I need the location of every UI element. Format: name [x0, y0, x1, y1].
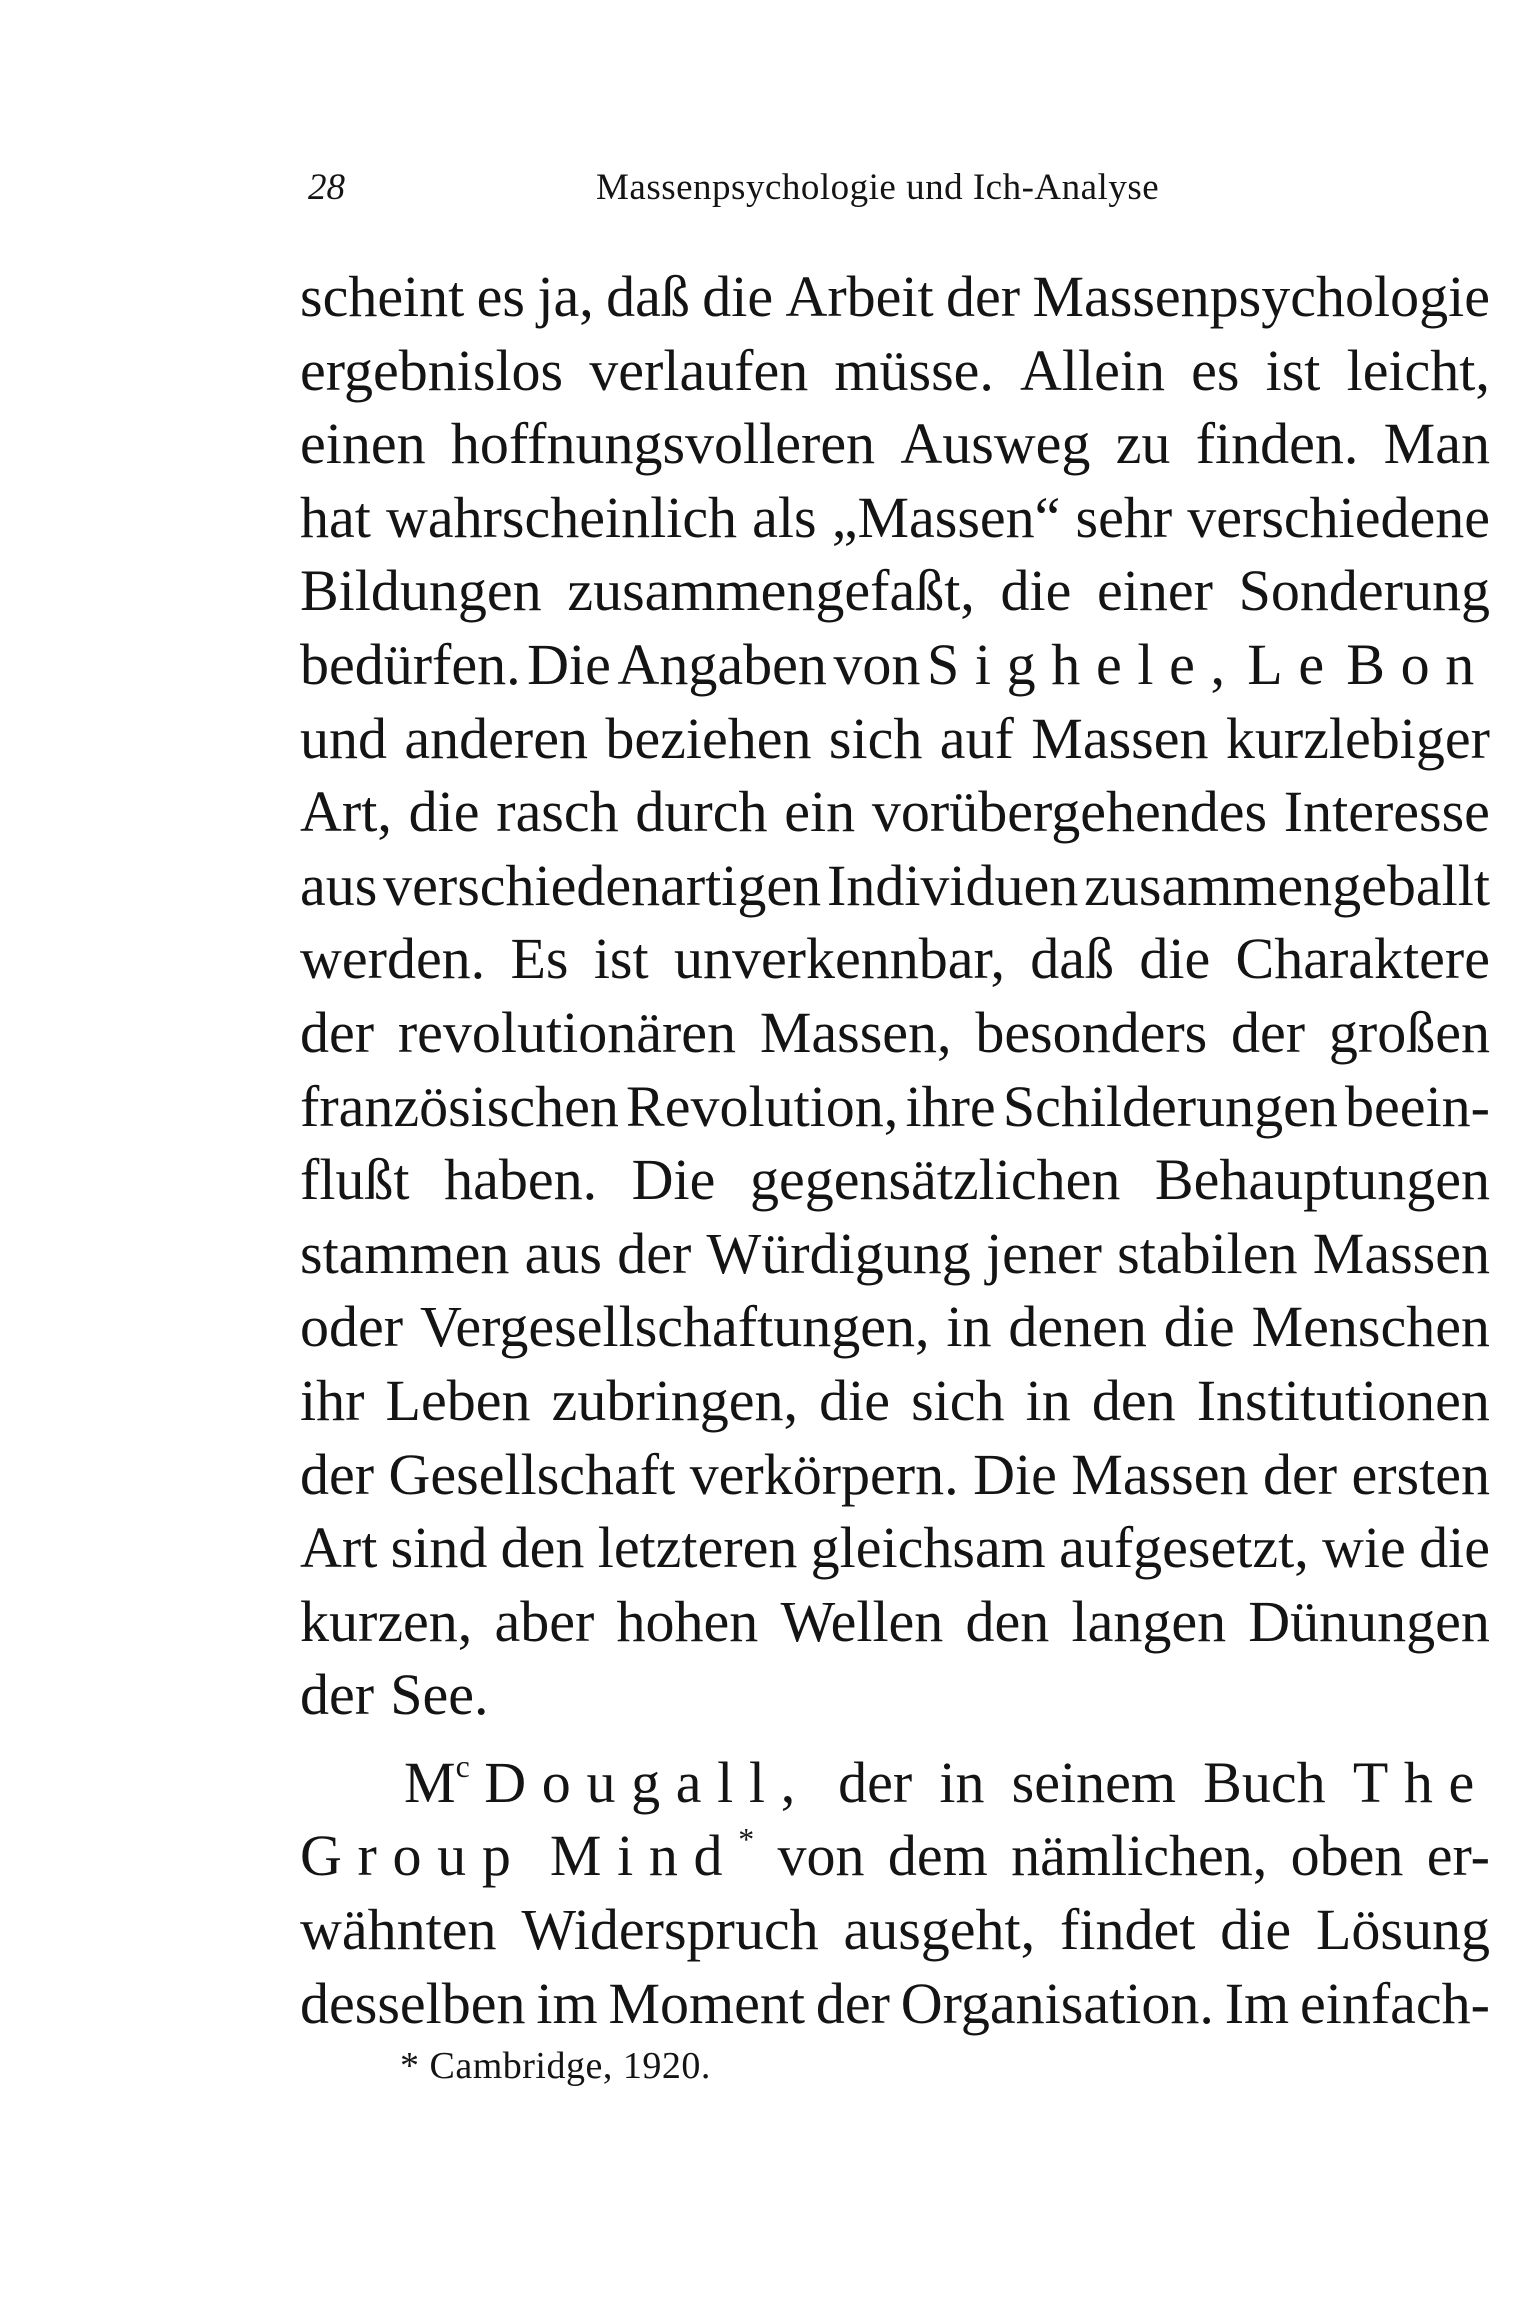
word: Le [1247, 631, 1340, 697]
text-line [300, 1217, 1490, 1291]
word: zu [1115, 411, 1171, 477]
word: Sighele, [926, 631, 1241, 697]
text-line [300, 1819, 1490, 1893]
page-number: 28 [308, 167, 345, 208]
word: The [1352, 1749, 1490, 1815]
word: stammen [300, 1220, 510, 1286]
word: flußt [300, 1147, 410, 1213]
word: Die [973, 1441, 1057, 1507]
word: Leben [385, 1367, 531, 1433]
word: Art, [300, 779, 392, 845]
word: ihre [905, 1073, 996, 1139]
word: ausgeht, [843, 1897, 1036, 1963]
text-line [300, 407, 1490, 481]
word: Behauptungen [1154, 1147, 1490, 1213]
word: Man [1383, 411, 1490, 477]
word: aus [524, 1220, 602, 1286]
word: oben [1290, 1823, 1404, 1889]
word: beziehen [605, 705, 812, 771]
word: unverkennbar, [673, 926, 1005, 992]
word: Bon [1346, 631, 1490, 697]
word: ihr [300, 1367, 365, 1433]
word: ein [784, 779, 856, 845]
word: desselben [300, 1970, 526, 2036]
word: Im [1224, 1970, 1290, 2036]
body-text [300, 260, 1490, 2040]
word: ist [1265, 337, 1321, 403]
word: aufgesetzt, [1059, 1515, 1309, 1581]
word: zubringen, [551, 1367, 798, 1433]
word: Buch [1203, 1749, 1326, 1815]
word: beein- [1345, 1073, 1490, 1139]
word: hat [300, 484, 371, 550]
word: leicht, [1346, 337, 1490, 403]
word: verkörpern. [689, 1441, 959, 1507]
word: ergebnislos [300, 337, 564, 403]
word: Wellen [780, 1588, 944, 1654]
text-line [300, 334, 1490, 408]
word: denen [1008, 1294, 1147, 1360]
text-line [300, 1967, 1490, 2041]
word: haben. [444, 1147, 598, 1213]
word: letzteren [597, 1515, 798, 1581]
word: in [946, 1294, 992, 1360]
word: es [476, 264, 525, 329]
word: wahrscheinlich [385, 484, 738, 550]
word: auf [939, 705, 1014, 771]
word: gegensätzlichen [749, 1147, 1121, 1213]
text-line [300, 849, 1490, 923]
word: sehr [1075, 484, 1173, 550]
word: sich [911, 1367, 1005, 1433]
word: Es [510, 926, 569, 992]
word: Schilderungen [1002, 1073, 1338, 1139]
word: Massen [1312, 1220, 1490, 1286]
word: der [815, 1970, 890, 2036]
text-line [300, 702, 1490, 776]
word: der [838, 1749, 913, 1815]
word: aber [494, 1588, 595, 1654]
word: zusammengefaßt, [567, 558, 975, 624]
text-line [300, 628, 1490, 702]
word: Interesse [1283, 779, 1490, 845]
paragraph-gap [300, 1732, 1490, 1746]
word: von [833, 631, 921, 697]
text-line [300, 922, 1490, 996]
word: in [1025, 1367, 1071, 1433]
paragraph-2-rest [300, 1893, 1490, 2040]
word: der [617, 1220, 692, 1286]
word: hohen [616, 1588, 759, 1654]
word: Dünungen [1248, 1588, 1490, 1654]
word: ja, [537, 264, 594, 329]
word: bedürfen. [300, 631, 521, 697]
word: Massen [1071, 1441, 1249, 1507]
text-line [300, 481, 1490, 555]
word: findet [1060, 1897, 1196, 1963]
word: der [300, 1441, 375, 1507]
word: Massenpsychologie [1032, 264, 1490, 329]
word: der [1262, 1441, 1338, 1507]
word: Group [300, 1823, 527, 1889]
word: den [965, 1588, 1050, 1654]
text-line [300, 1438, 1490, 1512]
word: Organisation. [900, 1970, 1214, 2036]
text-line [300, 1364, 1490, 1438]
word: Vergesellschaftungen, [419, 1294, 930, 1360]
text-line [300, 996, 1490, 1070]
word: Mind* [549, 1822, 755, 1889]
word: $M^c$ Dougall, [404, 1748, 811, 1815]
word: Individuen [827, 852, 1079, 918]
word: großen [1328, 999, 1490, 1065]
word: die [1000, 558, 1072, 624]
word: einer [1097, 558, 1213, 624]
text-line [300, 1511, 1490, 1585]
word: wähnten [300, 1897, 497, 1963]
word: Ausweg [900, 411, 1091, 477]
word: in [939, 1749, 985, 1815]
word: Massen [1031, 705, 1209, 771]
word: oder [300, 1294, 404, 1360]
word: rasch [496, 779, 619, 845]
word: sich [828, 705, 923, 771]
word: einen [300, 411, 426, 477]
text-line [300, 1143, 1490, 1217]
word: müsse. [834, 337, 994, 403]
running-head [300, 158, 1220, 218]
word: die [408, 779, 480, 845]
word: verlaufen [589, 337, 809, 403]
word: verschiedene [1187, 484, 1490, 550]
word: seinem [1011, 1749, 1176, 1815]
word: die [1139, 926, 1211, 992]
word: dem [887, 1823, 988, 1889]
word: Arbeit [785, 264, 934, 329]
word: Institutionen [1196, 1367, 1490, 1433]
word: die [702, 264, 774, 329]
word: den [1091, 1367, 1176, 1433]
word: besonders [975, 999, 1208, 1065]
word: ersten [1351, 1441, 1490, 1507]
word: wie [1322, 1515, 1406, 1581]
text-line [300, 1658, 1490, 1732]
word: Massen, [759, 999, 952, 1065]
word: der [946, 264, 1021, 329]
word: Die [631, 1147, 716, 1213]
word: See. [390, 1662, 489, 1728]
word: der [300, 999, 375, 1065]
word: Würdigung [706, 1220, 971, 1286]
word: vorübergehendes [871, 779, 1268, 845]
word: verschiedenartigen [383, 852, 822, 918]
word: daß [1030, 926, 1115, 992]
word: die [819, 1367, 890, 1433]
word: Angaben [617, 631, 827, 697]
word: er- [1426, 1823, 1490, 1889]
text-line [300, 1290, 1490, 1364]
word: Lösung [1315, 1897, 1490, 1963]
word: scheint [300, 264, 465, 329]
text-line [300, 1746, 1490, 1820]
word: sind [390, 1515, 488, 1581]
word: Revolution, [626, 1073, 899, 1139]
word: Widerspruch [521, 1897, 819, 1963]
word: Allein [1020, 337, 1166, 403]
word: anderen [404, 705, 588, 771]
word: kurzlebiger [1225, 705, 1490, 771]
word: Sonderung [1238, 558, 1490, 624]
word: die [1220, 1897, 1292, 1963]
word: und [300, 705, 387, 771]
word: gleichsam [810, 1515, 1046, 1581]
word: durch [635, 779, 768, 845]
word: Gesellschaft [388, 1441, 676, 1507]
word: der [1231, 999, 1306, 1065]
word: von [777, 1823, 865, 1889]
text-line [300, 1893, 1490, 1967]
footnote: * Cambridge, 1920. [400, 2045, 711, 2087]
word: langen [1071, 1588, 1227, 1654]
text-line [300, 1585, 1490, 1659]
word: die [1419, 1515, 1490, 1581]
word: im [536, 1970, 598, 2036]
word: den [500, 1515, 585, 1581]
word: stabilen [1117, 1220, 1298, 1286]
word: ist [593, 926, 649, 992]
word: revolutionären [397, 999, 737, 1065]
text-line [300, 260, 1490, 334]
word: Art [300, 1515, 378, 1581]
word: nämlichen, [1011, 1823, 1268, 1889]
word: Moment [608, 1970, 805, 2036]
word: finden. [1195, 411, 1359, 477]
word: der [300, 1662, 375, 1728]
word: kurzen, [300, 1588, 473, 1654]
text-line [300, 554, 1490, 628]
word: daß [606, 264, 690, 329]
paragraph-1 [300, 260, 1490, 1732]
word: es [1191, 337, 1240, 403]
word: einfach- [1300, 1970, 1490, 2036]
word: „Massen“ [831, 484, 1061, 550]
word: die [1163, 1294, 1235, 1360]
paragraph-2 [300, 1746, 1490, 2040]
word: Charaktere [1235, 926, 1490, 992]
word: jener [985, 1220, 1102, 1286]
word: Bildungen [300, 558, 542, 624]
word: hoffnungsvolleren [450, 411, 876, 477]
word: werden. [300, 926, 486, 992]
word: französischen [300, 1073, 619, 1139]
word: Menschen [1251, 1294, 1490, 1360]
word: Die [527, 631, 611, 697]
text-line [300, 1070, 1490, 1144]
word: zusammengeballt [1084, 852, 1490, 918]
text-line [300, 775, 1490, 849]
word: als [752, 484, 817, 550]
word: aus [300, 852, 378, 918]
running-title: Massenpsychologie und Ich-Analyse [596, 167, 1160, 208]
